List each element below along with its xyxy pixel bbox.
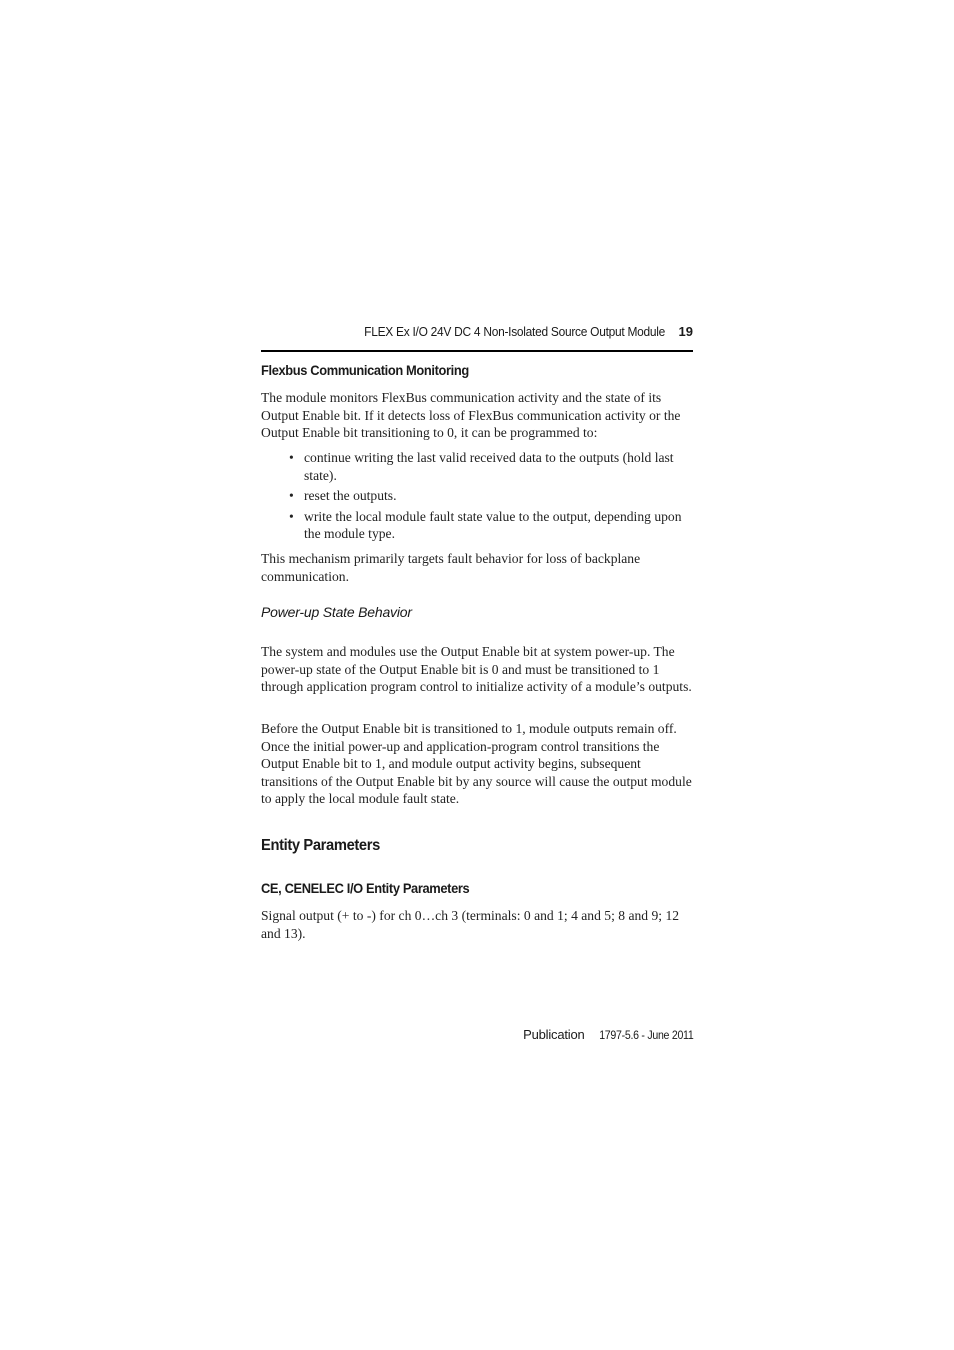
bullet-icon: • <box>289 450 294 465</box>
publication-footer <box>523 1027 693 1042</box>
powerup-heading: Power-up State Behavior <box>261 604 412 620</box>
powerup-paragraph-2: Before the Output Enable bit is transitioned to 1, module outputs remain off. Once the initial power-up and application-program control transitions the Output Enable bit to 1, and module output activity begins, subsequent transitions of the Output Enable bit by any source will cause the output module to apply the local module fault state. <box>261 721 692 807</box>
running-header <box>261 324 693 352</box>
bullet-icon: • <box>289 508 294 524</box>
list-item <box>261 449 693 484</box>
page-number: 19 <box>678 324 693 339</box>
list-item <box>261 487 693 505</box>
list-item-text: continue writing the last valid received data to the outputs (hold last state). <box>304 450 674 483</box>
list-item <box>261 508 693 543</box>
flexbus-heading: Flexbus Communication Monitoring <box>261 362 469 378</box>
flexbus-intro-paragraph: The module monitors FlexBus communication activity and the state of its Output Enable bit. If it detects loss of FlexBus communication activity or the Output Enable bit transitioning to 0, it can be programmed to: <box>261 390 681 441</box>
document-page <box>261 0 693 1350</box>
entity-parameters-heading: Entity Parameters <box>261 837 380 854</box>
list-item-text: write the local module fault state value to the output, depending upon the module type. <box>304 508 682 542</box>
list-item-text: reset the outputs. <box>304 488 397 504</box>
header-title: FLEX Ex I/O 24V DC 4 Non-Isolated Source Output Module <box>363 324 665 339</box>
entity-signal-paragraph: Signal output (+ to -) for ch 0…ch 3 (terminals: 0 and 1; 4 and 5; 8 and 9; 12 and 13). <box>261 908 680 941</box>
publication-label: Publication <box>523 1027 585 1042</box>
bullet-icon: • <box>289 488 294 504</box>
flexbus-options-list <box>261 449 693 546</box>
powerup-paragraph-1: The system and modules use the Output Enable bit at system power-up. The power-up state of the Output Enable bit is 0 and must be transitioned to 1 through application program control to initialize activity of a module’s outputs. <box>261 644 692 695</box>
cenelec-subheading: CE, CENELEC I/O Entity Parameters <box>261 880 470 896</box>
flexbus-closing-paragraph: This mechanism primarily targets fault behavior for loss of backplane communication. <box>261 551 641 584</box>
publication-id: 1797-5.6 - June 2011 <box>598 1030 693 1042</box>
